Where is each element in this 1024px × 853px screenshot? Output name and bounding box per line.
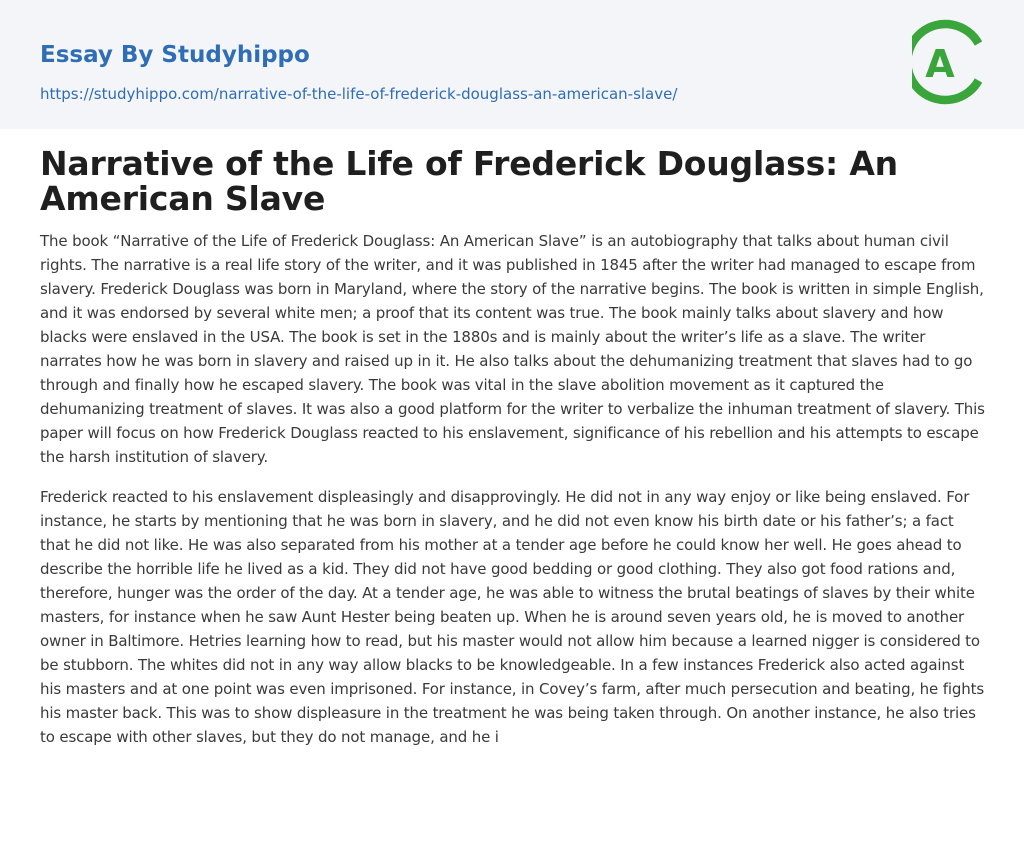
essay-url-link[interactable]: https://studyhippo.com/narrative-of-the-life-of-frederick-douglass-an-american-slave/: [40, 85, 678, 103]
studyhippo-logo-icon[interactable]: [912, 18, 988, 106]
article-paragraph: The book “Narrative of the Life of Frederick Douglass: An American Slave” is an autobiography that talks about human civil rights. The narrative is a real life story of the writer, and it was published in 1845 after the writer had managed to escape from slavery. Frederick Douglass was born in Maryland, where the story of the narrative begins. The book is written in simple English, and it was endorsed by several white men; a proof that its content was true. The book mainly talks about slavery and how blacks were enslaved in the USA. The book is set in the 1880s and is mainly about the writer’s life as a slave. The writer narrates how he was born in slavery and raised up in it. He also talks about the dehumanizing treatment that slaves had to go through and finally how he escaped slavery. The book was vital in the slave abolition movement as it captured the dehumanizing treatment of slaves. It was also a good platform for the writer to verbalize the inhuman treatment of slavery. This paper will focus on how Frederick Douglass reacted to his enslavement, significance of his rebellion and his attempts to escape the harsh institution of slavery.: [40, 232, 985, 466]
brand-title[interactable]: Essay By Studyhippo: [40, 42, 310, 68]
site-header: [0, 0, 1024, 129]
article-paragraph: Frederick reacted to his enslavement displeasingly and disapprovingly. He did not in any way enjoy or like being enslaved. For instance, he starts by mentioning that he was born in slavery, and he did not even know his birth date or his father’s; a fact that he did not like. He was also separated from his mother at a tender age before he could know her well. He goes ahead to describe the horrible life he lived as a kid. They did not have good bedding or good clothing. They also got food rations and, therefore, hunger was the order of the day. At a tender age, he was able to witness the brutal beatings of slaves by their white masters, for instance when he saw Aunt Hester being beaten up. When he is around seven years old, he is moved to another owner in Baltimore. Hetries learning how to read, but his master would not allow him because a learned nigger is considered to be stubborn. The whites did not in any way allow blacks to be knowledgeable. In a few instances Frederick also acted against his masters and at one point was even imprisoned. For instance, in Covey’s farm, after much persecution and beating, he fights his master back. This was to show displeasure in the treatment he was being taken through. On another instance, he also tries to escape with other slaves, but they do not manage, and he i: [40, 488, 985, 746]
article: [40, 146, 986, 749]
article-title: Narrative of the Life of Frederick Douglass: An American Slave: [40, 144, 898, 218]
logo-letter: A: [925, 42, 955, 86]
